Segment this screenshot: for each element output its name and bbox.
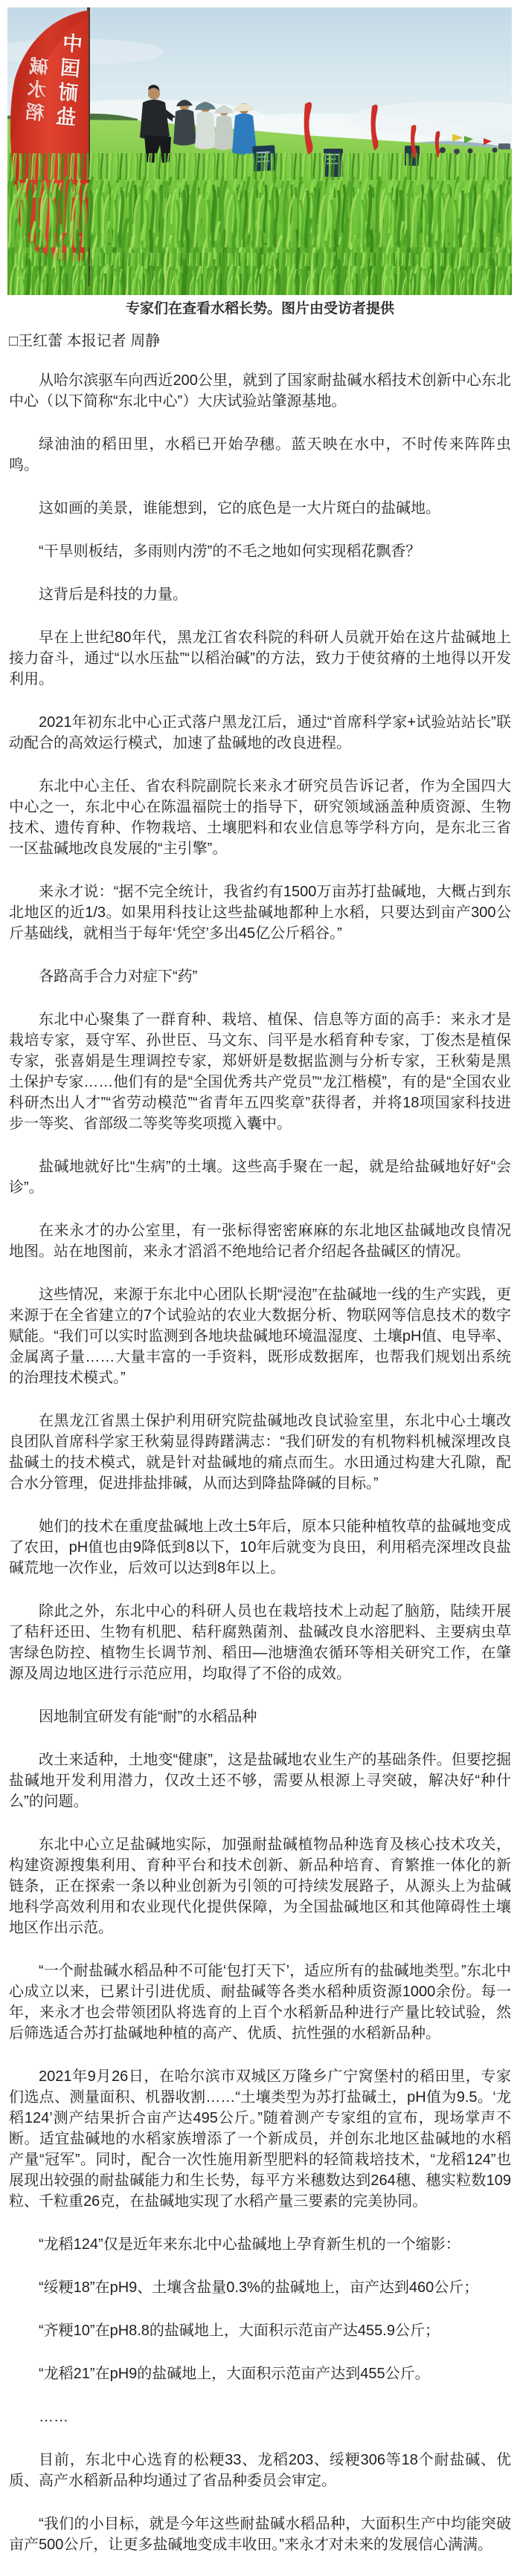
paragraph: “绥粳18”在pH9、土壤含盐量0.3%的盐碱地上，亩产达到460公斤； [39, 2279, 479, 2296]
paragraph: 从哈尔滨驱车向西近200公里，就到了国家耐盐碱水稻技术创新中心东北中心（以下简称“东北中心”）大庆试验站肇源基地。 [9, 372, 511, 410]
paragraph: “龙稻21”在pH9的盐碱地上，大面积示范亩产达到455公斤。 [39, 2366, 430, 2382]
paragraph: “龙稻124”仅是近年来东北中心盐碱地上孕育新生机的一个缩影： [39, 2236, 460, 2253]
paragraph: 东北中心聚集了一群育种、栽培、植保、信息等方面的高手：来永才是栽培专家，聂守军、孙世臣、马文东、闫平是水稻育种专家，丁俊杰是植保专家，张喜娟是生理调控专家，郑妍妍是数据监测与分析专家，王秋菊是黑土保护专家……他们有的是“全国优秀共产党员”“龙江楷模”，有的是“全国农业科研杰出人才”“省劳动模范”“省青年五四奖章”获得者，并将18项国家科技进步一等奖、省部级二等奖等奖项揽入囊中。 [9, 1012, 511, 1132]
byline: □王红蕾 本报记者 周静 [9, 333, 161, 349]
paragraph: 她们的技术在重度盐碱地上改土5年后，原本只能种植牧草的盐碱地变成了农田，pH值也由9降低到8以下，10年后就变为良田，利用稻壳深埋改良盐碱荒地一次作业，后效可以达到8年以上。 [9, 1518, 511, 1576]
paragraph: “我们的小目标，就是今年这些耐盐碱水稻品种，大面积生产中均能突破亩产500公斤，让更多盐碱地变成丰收田。”来永才对未来的发展信心满满。 [9, 2516, 511, 2553]
paragraph: 东北中心立足盐碱地实际，加强耐盐碱植物品种选育及核心技术攻关，构建资源搜集利用、育种平台和技术创新、新品种培育、育繁推一体化的新链条，正在探索一条以种业创新为引领的可持续发展路子，从源头上为盐碱地科学高效利用和农业现代化提供保障，为全国盐碱地区和其他障碍性土壤地区作出示范。 [9, 1836, 511, 1936]
paragraph: 东北中心主任、省农科院副院长来永才研究员告诉记者，作为全国四大中心之一，东北中心在陈温福院士的指导下，研究领域涵盖种质资源、生物技术、遗传育种、作物栽培、土壤肥料和农业信息等学科方向，是东北三省一区盐碱地改良发展的“主引擎”。 [9, 778, 511, 857]
foreground-grass [7, 153, 512, 295]
flag-text-column-2: 碱水稻 [25, 56, 52, 127]
paragraph: …… [39, 2409, 68, 2425]
paragraph: 2021年9月26日，在哈尔滨市双城区万隆乡广宁窝堡村的稻田里，专家们选点、测量面积、机器收割……“土壤类型为苏打盐碱土，pH值为9.5。‘龙稻124’测产结果折合亩产达495公斤。”随着测产专家组的宣布，现场掌声不断。适宜盐碱地的水稻家族增添了一个新成员，并创东北地区盐碱地的水稻产量“冠军”。同时，配合一次性施用新型肥料的轻简栽培技术，“龙稻124”也展现出较强的耐盐碱能力和生长势，每平方米穗数达到264穗、穗实粒数109粒、千粒重26克，在盐碱地实现了水稻产量三要素的完美协同。 [9, 2068, 511, 2210]
paragraph: 在黑龙江省黑土保护利用研究院盐碱地改良试验室里，东北中心土壤改良团队首席科学家王秋菊显得踌躇满志：“我们研发的有机物料机械深埋改良盐碱土的技术模式，就是针对盐碱地的痛点而生。水田通过构建大孔隙，配合水分管理，促进排盐排碱，从而达到降盐降碱的目标。” [9, 1413, 511, 1492]
section-heading: 各路高手合力对症下“药” [39, 968, 198, 985]
paragraph: 改土来适种，土地变“健康”，这是盐碱地农业生产的基础条件。但要挖掘盐碱地开发利用潜力，仅改土还不够，需要从根源上寻突破，解决好“种什么”的问题。 [9, 1752, 511, 1810]
article-page [0, 7, 520, 2576]
paragraph: 目前，东北中心选育的松粳33、龙稻203、绥粳306等18个耐盐碱、优质、高产水稻新品种均通过了省品种委员会审定。 [9, 2452, 511, 2489]
paragraph: “齐粳10”在pH8.8的盐碱地上，大面积示范亩产达455.9公斤； [39, 2323, 440, 2339]
photo-caption: 专家们在查看水稻长势。图片由受访者提供 [125, 301, 394, 317]
paragraph: “干旱则板结，多雨则内涝”的不毛之地如何实现稻花飘香？ [39, 543, 421, 560]
paragraph: 2021年初东北中心正式落户黑龙江后，通过“首席科学家+试验站站长”联动配合的高效运行模式，加速了盐碱地的改良进程。 [9, 714, 511, 751]
paragraph: 这如画的美景，谁能想到，它的底色是一大片斑白的盐碱地。 [39, 500, 440, 517]
paragraph: 在来永才的办公室里，有一张标得密密麻麻的东北地区盐碱地改良情况地图。站在地图前，来永才滔滔不绝地给记者介绍起各盐碱区的情况。 [9, 1223, 511, 1260]
rice-field-photo-illustration [7, 7, 512, 295]
paragraph: 早在上世纪80年代，黑龙江省农科院的科研人员就开始在这片盐碱地上接力奋斗，通过“以水压盐”“以稻治碱”的方法，致力于使贫瘠的土地得以开发利用。 [9, 630, 511, 687]
article-body [0, 370, 520, 2576]
article-photo [7, 7, 512, 295]
paragraph: 盐碱地就好比“生病”的土壤。这些高手聚在一起，就是给盐碱地好好“会诊”。 [9, 1159, 511, 1196]
paragraph: 这背后是科技的力量。 [39, 586, 187, 603]
paragraph: 来永才说：“据不完全统计，我省约有1500万亩苏打盐碱地，大概占到东北地区的近1/3。如果用科技让这些盐碱地都种上水稻，只要达到亩产300公斤基础线，就相当于每年‘凭空’多出45亿公斤稻谷。” [9, 884, 511, 942]
paragraph: 除此之外，东北中心的科研人员也在栽培技术上动起了脑筋，陆续开展了秸秆还田、生物有机肥、秸秆腐熟菌剂、盐碱改良水溶肥料、主要病虫草害绿色防控、植物生长调节剂、稻田—池塘渔农循环等相关研究工作，在肇源及周边地区进行示范应用，均取得了不俗的成效。 [9, 1603, 511, 1682]
paragraph: “一个耐盐碱水稻品种不可能‘包打天下’，适应所有的盐碱地类型。”东北中心成立以来，已累计引进优质、耐盐碱等各类水稻种质资源1000余份。每一年，来永才也会带领团队将选育的上百个水稻新品种进行产量比较试验，然后筛选适合苏打盐碱地种植的高产、优质、抗性强的水稻新品种。 [9, 1963, 511, 2042]
section-heading: 因地制宜研发有能“耐”的水稻品种 [39, 1709, 257, 1725]
paragraph: 绿油油的稻田里，水稻已开始孕穗。蓝天映在水中，不时传来阵阵虫鸣。 [9, 436, 511, 473]
paragraph: 这些情况，来源于东北中心团队长期“浸泡”在盐碱地一线的生产实践，更来源于在全省建立的7个试验站的农业大数据分析、物联网等信息技术的数字赋能。“我们可以实时监测到各地块盐碱地环境温湿度、土壤pH值、电导率、金属离子量……大量丰富的一手资料，既形成数据库，也帮我们规划出系统的治理技术模式。” [9, 1287, 511, 1386]
flag-text-column-1: 中国耐盐 [55, 32, 87, 132]
